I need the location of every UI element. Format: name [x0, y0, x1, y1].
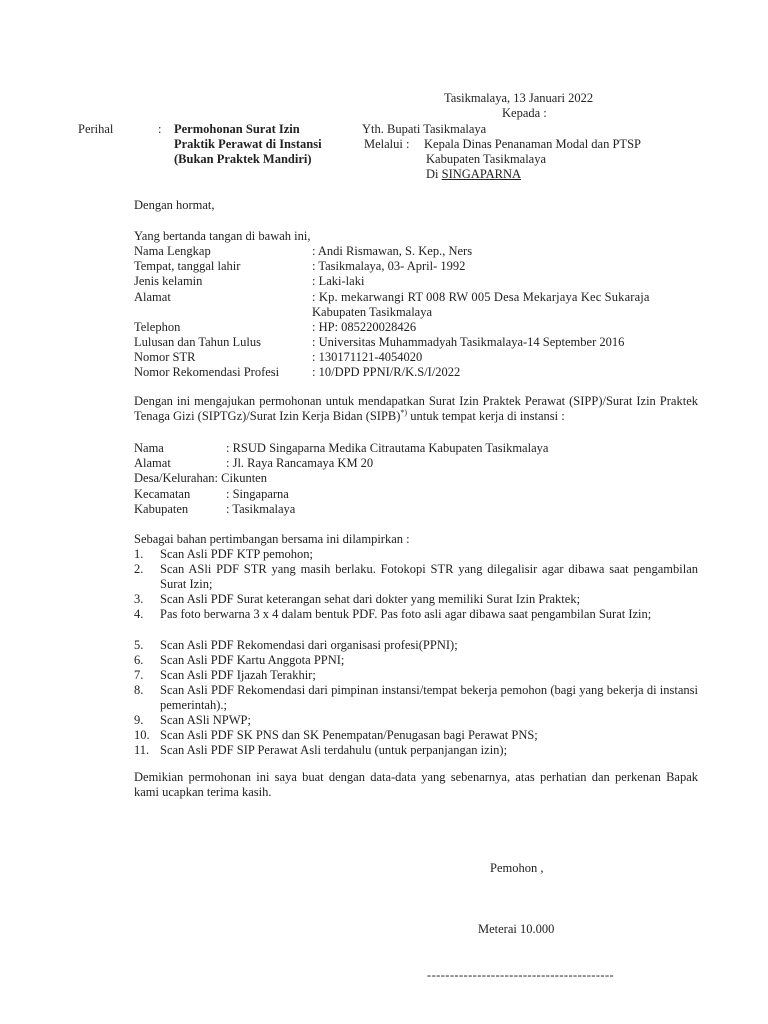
- signature-line: -----------------------------------------: [427, 968, 615, 982]
- applicant-address-value-2: Kabupaten Tasikmalaya: [312, 305, 433, 319]
- applicant-birth-row: [134, 259, 465, 274]
- applicant-gender-row: [134, 274, 364, 289]
- list-item-text: Scan ASli NPWP;: [160, 713, 251, 727]
- institution-district-row: [134, 487, 289, 502]
- institution-address-value: : Jl. Raya Rancamaya KM 20: [226, 456, 374, 470]
- greeting: Dengan hormat,: [134, 198, 215, 212]
- institution-village-label: Desa/Kelurahan: [134, 471, 215, 485]
- list-item-text: Scan Asli PDF SIP Perawat Asli terdahulu (untuk perpanjangan izin);: [160, 743, 508, 757]
- applicant-birth-value: : Tasikmalaya, 03- April- 1992: [312, 259, 466, 273]
- applicant-phone-value: : HP: 085220028426: [312, 320, 417, 334]
- list-item-text: Scan ASli PDF STR yang masih berlaku. Fotokopi STR yang dilegalisir agar dibawa saat pengambilan Surat Izin;: [160, 562, 698, 591]
- list-item-number: 3.: [134, 592, 144, 606]
- closing-paragraph: Demikian permohonan ini saya buat dengan data-data yang sebenarnya, atas perhatian dan perkenan Bapak kami ucapkan terima kasih.: [134, 770, 698, 799]
- applicant-address-value: : Kp. mekarwangi RT 008 RW 005 Desa Mekarjaya Kec Sukaraja: [312, 290, 650, 304]
- list-item-text: Scan Asli PDF Rekomendasi dari pimpinan instansi/tempat bekerja pemohon (bagi yang bekerja di instansi pemerintah).;: [160, 683, 698, 712]
- list-item-text: Scan Asli PDF SK PNS dan SK Penempatan/Penugasan bagi Perawat PNS;: [160, 728, 538, 742]
- list-item-text: Scan Asli PDF Kartu Anggota PPNI;: [160, 653, 345, 667]
- intro: Yang bertanda tangan di bawah ini,: [134, 229, 311, 243]
- recipient-via-label: Melalui :: [364, 137, 410, 151]
- attachments-intro: Sebagai bahan pertimbangan bersama ini dilampirkan :: [134, 532, 410, 546]
- request-text: Dengan ini mengajukan permohonan untuk mendapatkan Surat Izin Praktek Perawat (SIPP)/Surat Izin Praktek Tenaga Gizi (SIPTGz)/Surat Izin Kerja Bidan (SIPB): [134, 394, 698, 423]
- request-superscript: *): [400, 407, 408, 417]
- recipient-line-4: [426, 167, 521, 182]
- list-item-number: 9.: [134, 713, 144, 727]
- recipient-line-2: Kepala Dinas Penanaman Modal dan PTSP: [424, 137, 641, 151]
- institution-name-value: : RSUD Singaparna Medika Citrautama Kabupaten Tasikmalaya: [226, 441, 549, 455]
- applicant-birth-label: Tempat, tanggal lahir: [134, 259, 241, 273]
- request-paragraph: [134, 394, 698, 424]
- recipient-line-3: Kabupaten Tasikmalaya: [426, 152, 547, 166]
- list-item-number: 8.: [134, 683, 144, 697]
- list-item-number: 1.: [134, 547, 144, 561]
- applicant-recommendation-value: : 10/DPD PPNI/R/K.S/I/2022: [312, 365, 461, 379]
- applicant-recommendation-label: Nomor Rekomendasi Profesi: [134, 365, 280, 379]
- institution-district-value: : Singaparna: [226, 487, 289, 501]
- list-item-number: 10.: [134, 728, 150, 742]
- stamp-duty-label: Meterai 10.000: [478, 922, 555, 936]
- applicant-str-row: [134, 350, 422, 365]
- subject-line-3: (Bukan Praktek Mandiri): [174, 152, 312, 166]
- request-text-after: untuk tempat kerja di instansi :: [407, 409, 565, 423]
- applicant-name-value: : Andi Rismawan, S. Kep., Ners: [312, 244, 473, 258]
- institution-regency-label: Kabupaten: [134, 502, 189, 516]
- institution-address-row: [134, 456, 373, 471]
- applicant-graduation-label: Lulusan dan Tahun Lulus: [134, 335, 262, 349]
- signature-label: Pemohon ,: [490, 861, 544, 875]
- institution-name-row: [134, 441, 548, 456]
- applicant-address-row: [134, 290, 650, 305]
- list-item-number: 2.: [134, 562, 144, 576]
- institution-village-row: [134, 471, 267, 486]
- subject-colon: :: [158, 122, 162, 136]
- list-item-number: 5.: [134, 638, 144, 652]
- applicant-gender-value: : Laki-laki: [312, 274, 365, 288]
- list-item-number: 7.: [134, 668, 144, 682]
- recipient-place: SINGAPARNA: [441, 167, 522, 181]
- institution-village-value: : Cikunten: [214, 471, 267, 485]
- applicant-str-label: Nomor STR: [134, 350, 196, 364]
- list-item-number: 6.: [134, 653, 144, 667]
- applicant-recommendation-row: [134, 365, 460, 380]
- list-item-number: 4.: [134, 607, 144, 621]
- list-item-text: Scan Asli PDF Surat keterangan sehat dari dokter yang memiliki Surat Izin Praktek;: [160, 592, 581, 606]
- to-label: Kepada :: [502, 106, 547, 120]
- institution-district-label: Kecamatan: [134, 487, 191, 501]
- institution-regency-value: : Tasikmalaya: [226, 502, 296, 516]
- applicant-str-value: : 130171121-4054020: [312, 350, 423, 364]
- list-item-text: Scan Asli PDF KTP pemohon;: [160, 547, 314, 561]
- place-date: Tasikmalaya, 13 Januari 2022: [444, 91, 594, 105]
- subject-label: Perihal: [78, 122, 114, 136]
- applicant-phone-row: [134, 320, 416, 335]
- applicant-address-label: Alamat: [134, 290, 171, 304]
- list-item-text: Scan Asli PDF Rekomendasi dari organisasi profesi(PPNI);: [160, 638, 458, 652]
- subject-line-1: Permohonan Surat Izin: [174, 122, 300, 136]
- institution-address-label: Alamat: [134, 456, 171, 470]
- subject-line-2: Praktik Perawat di Instansi: [174, 137, 322, 151]
- recipient-di: Di: [426, 167, 439, 181]
- recipient-line-1: Yth. Bupati Tasikmalaya: [362, 122, 487, 136]
- applicant-name-label: Nama Lengkap: [134, 244, 211, 258]
- list-item-text: Pas foto berwarna 3 x 4 dalam bentuk PDF. Pas foto asli agar dibawa saat pengambilan Surat Izin;: [160, 607, 652, 621]
- applicant-graduation-row: [134, 335, 624, 350]
- applicant-gender-label: Jenis kelamin: [134, 274, 203, 288]
- institution-regency-row: [134, 502, 295, 517]
- institution-name-label: Nama: [134, 441, 164, 455]
- applicant-graduation-value: : Universitas Muhammadyah Tasikmalaya-14 September 2016: [312, 335, 625, 349]
- applicant-name-row: [134, 244, 472, 259]
- applicant-phone-label: Telephon: [134, 320, 181, 334]
- list-item-number: 11.: [134, 743, 150, 757]
- list-item-text: Scan Asli PDF Ijazah Terakhir;: [160, 668, 316, 682]
